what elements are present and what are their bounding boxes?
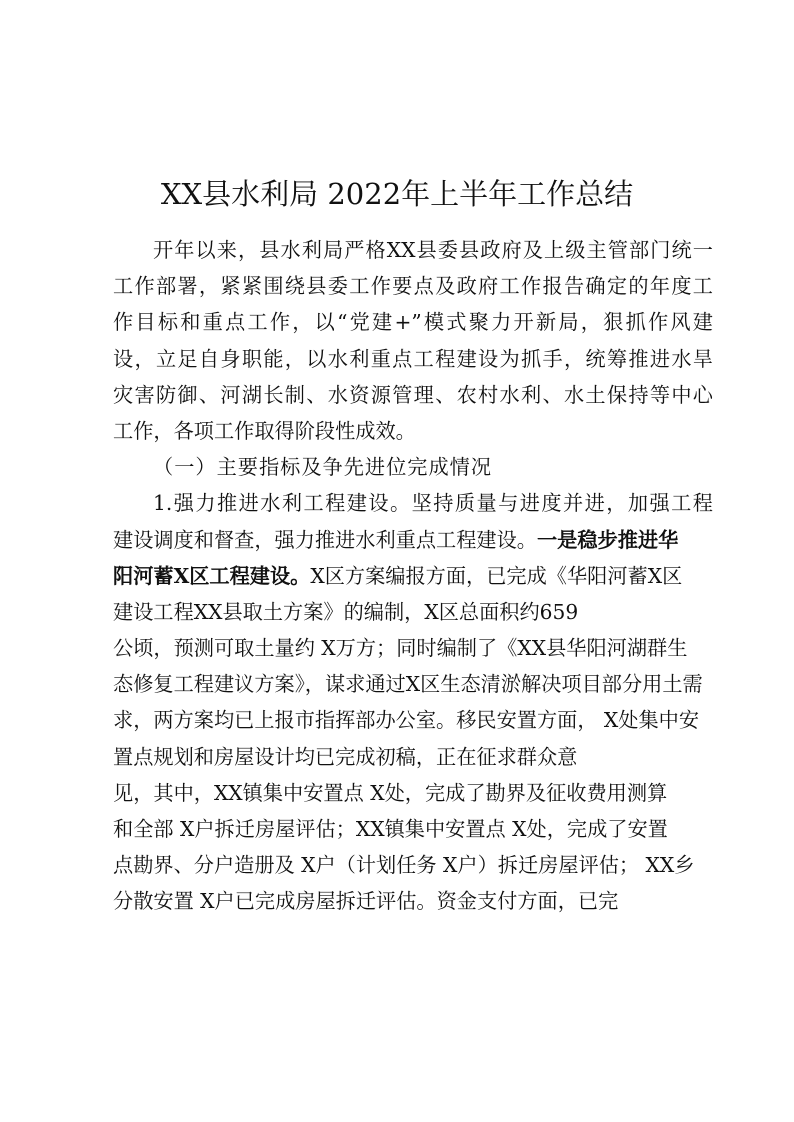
paragraph-line: 点勘界、分户造册及 X户（计划任务 X户）拆迁房屋评估； XX乡 bbox=[113, 853, 695, 878]
paragraph-line: 求，两方案均已上报市指挥部办公室。移民安置方面， X处集中安 bbox=[113, 708, 700, 733]
paragraph-line: 1.强力推进水利工程建设。坚持质量与进度并进，加强工程 bbox=[153, 491, 713, 516]
paragraph-text: 建设调度和督查，强力推进水利重点工程建设。 bbox=[113, 527, 537, 552]
paragraph-line: 和全部 X户拆迁房屋评估；XX镇集中安置点 X处，完成了安置 bbox=[113, 817, 668, 841]
paragraph-line: 作目标和重点工作，以“党建+”模式聚力开新局，狠抓作风建 bbox=[113, 310, 713, 335]
paragraph-line: 设，立足自身职能，以水利重点工程建设为抓手，统筹推进水旱 bbox=[113, 346, 713, 371]
bold-text: 阳河蓄X区工程建设。 bbox=[113, 563, 311, 588]
paragraph-line bbox=[113, 522, 713, 558]
paragraph-line: 工作，各项工作取得阶段性成效。 bbox=[113, 418, 416, 443]
paragraph-line: 置点规划和房屋设计均已完成初稿，正在征求群众意 bbox=[113, 744, 578, 769]
document-title: XX县水利局 2022年上半年工作总结 bbox=[160, 177, 634, 211]
bold-text: 一是稳步推进华 bbox=[536, 527, 679, 552]
paragraph-line: 工作部署，紧紧围绕县委工作要点及政府工作报告确定的年度工 bbox=[113, 274, 713, 299]
paragraph-line: 开年以来，县水利局严格XX县委县政府及上级主管部门统一 bbox=[153, 238, 713, 262]
paragraph-line: 建设工程XX县取土方案》的编制，X区总面积约659 bbox=[113, 599, 579, 624]
document-body bbox=[113, 232, 713, 920]
paragraph-line: 灾害防御、河湖长制、水资源管理、农村水利、水土保持等中心 bbox=[113, 382, 713, 407]
paragraph-line bbox=[113, 558, 713, 594]
paragraph-line: 分散安置 X户已完成房屋拆迁评估。资金支付方面，已完 bbox=[113, 889, 619, 914]
paragraph-line: 公顷，预测可取土量约 X万方；同时编制了《XX县华阳河湖群生 bbox=[113, 636, 688, 661]
paragraph-line: 态修复工程建议方案》，谋求通过X区生态清淤解决项目部分用土需 bbox=[113, 672, 703, 697]
section-heading: （一）主要指标及争先进位完成情况 bbox=[153, 455, 493, 480]
paragraph-text: X区方案编报方面，已完成《华阳河蓄X区 bbox=[310, 563, 683, 588]
paragraph-line: 见，其中，XX镇集中安置点 X处，完成了勘界及征收费用测算 bbox=[113, 780, 668, 805]
